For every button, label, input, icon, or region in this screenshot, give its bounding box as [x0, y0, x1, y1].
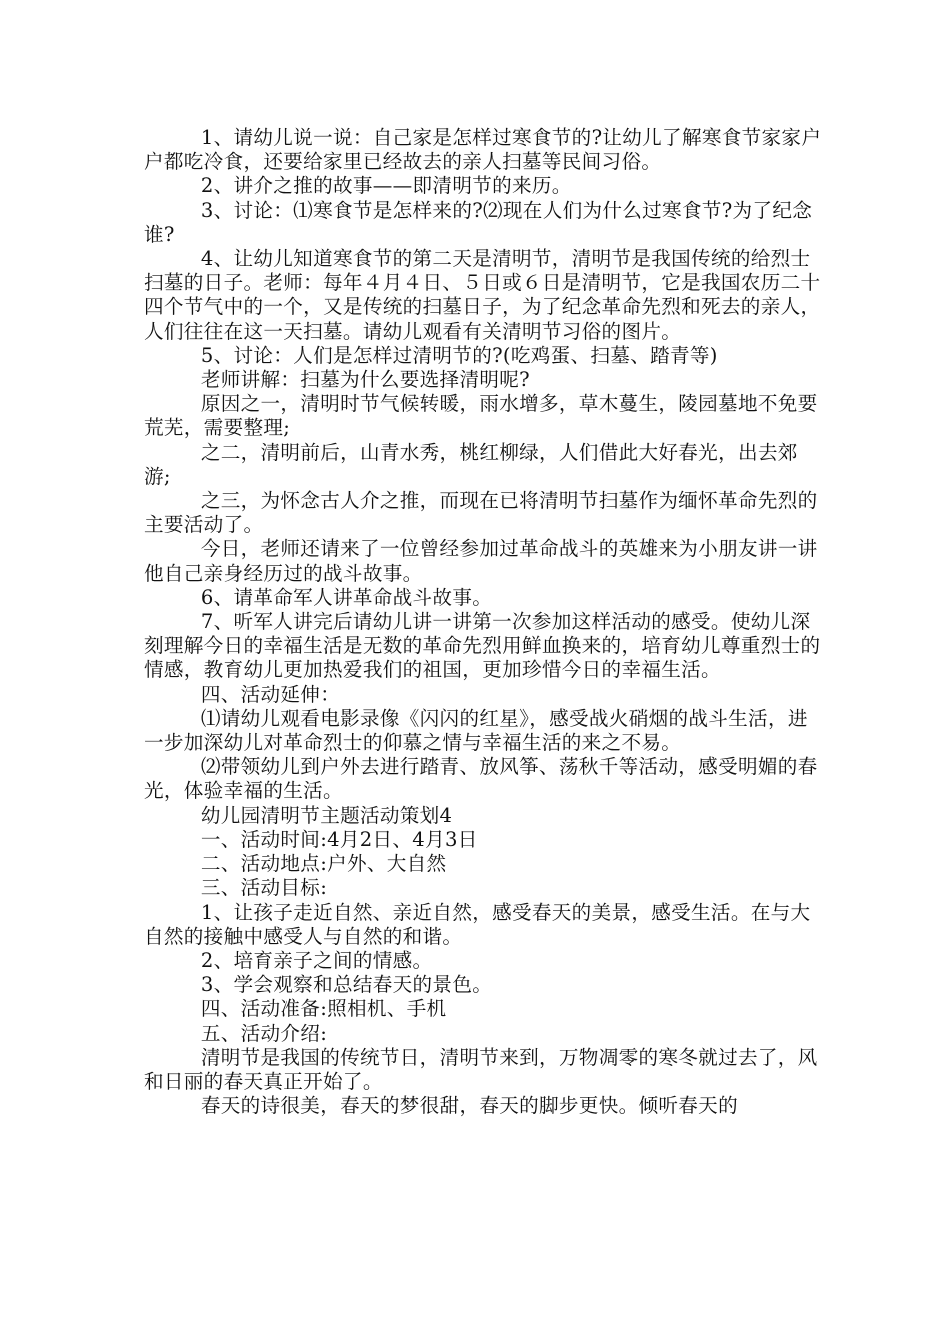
- activity-intro-heading: 五、活动介绍:: [200, 1021, 328, 1045]
- paragraph-9: 之三，为怀念古人介之推，而现在已将清明节扫墓作为缅怀革命先烈的主要活动了。: [144, 489, 818, 537]
- paragraph-10: 今日，老师还请来了一位曾经参加过革命战斗的英雄来为小朋友讲一讲他自己亲身经历过的战斗故事。: [144, 537, 818, 585]
- paragraph-4: 4、让幼儿知道寒食节的第二天是清明节，清明节是我国传统的给烈士扫墓的日子。老师：每年４月４日、５日或６日是清明节，它是我国农历二十四个节气中的一个，又是传统的扫墓日子，为了纪念革命先烈和死去的亲人，人们往往在这一天扫墓。请幼儿观看有关清明节习俗的图片。: [144, 247, 821, 343]
- activity-goals-heading: 三、活动目标:: [200, 876, 328, 900]
- paragraph-11: 6、请革命军人讲革命战斗故事。: [200, 585, 493, 609]
- section-heading-extension: 四、活动延伸：: [200, 682, 341, 706]
- paragraph-15: ⑵带领幼儿到户外去进行踏青、放风筝、荡秋千等活动，感受明媚的春光，体验幸福的生活。: [144, 755, 818, 803]
- goal-1: 1、让孩子走近自然、亲近自然，感受春天的美景，感受生活。在与大自然的接触中感受人与自然的和谐。: [144, 900, 811, 948]
- paragraph-25: 清明节是我国的传统节日，清明节来到，万物凋零的寒冬就过去了，风和日丽的春天真正开始了。: [144, 1045, 818, 1093]
- paragraph-6: 老师讲解：扫墓为什么要选择清明呢?: [200, 368, 530, 392]
- paragraph-26: 春天的诗很美，春天的梦很甜，春天的脚步更快。倾听春天的: [200, 1094, 738, 1118]
- section-title: 幼儿园清明节主题活动策划4: [200, 803, 453, 827]
- paragraph-2: 2、讲介之推的故事——即清明节的来历。: [200, 174, 572, 198]
- paragraph-1: 1、请幼儿说一说：自己家是怎样过寒食节的?让幼儿了解寒食节家家户户都吃冷食，还要给家里已经故去的亲人扫墓等民间习俗。: [144, 126, 822, 174]
- paragraph-8: 之二，清明前后，山青水秀，桃红柳绿，人们借此大好春光，出去郊游;: [144, 440, 798, 488]
- paragraph-7: 原因之一，清明时节气候转暖，雨水增多，草木蔓生，陵园墓地不免要荒芜，需要整理;: [144, 392, 818, 440]
- paragraph-5: 5、讨论：人们是怎样过清明节的?(吃鸡蛋、扫墓、踏青等): [200, 343, 718, 367]
- activity-location: 二、活动地点:户外、大自然: [200, 852, 447, 876]
- paragraph-3: 3、讨论：⑴寒食节是怎样来的?⑵现在人们为什么过寒食节?为了纪念谁?: [144, 198, 813, 246]
- paragraph-12: 7、听军人讲完后请幼儿讲一讲第一次参加这样活动的感受。使幼儿深刻理解今日的幸福生活是无数的革命先烈用鲜血换来的，培育幼儿尊重烈士的情感，教育幼儿更加热爱我们的祖国，更加珍惜今日的幸福生活。: [144, 610, 821, 682]
- goal-3: 3、学会观察和总结春天的景色。: [200, 973, 493, 997]
- activity-preparation: 四、活动准备:照相机、手机: [200, 997, 447, 1021]
- activity-time: 一、活动时间:4月2日、4月3日: [200, 827, 478, 851]
- paragraph-14: ⑴请幼儿观看电影录像《闪闪的红星》，感受战火硝烟的战斗生活，进一步加深幼儿对革命烈士的仰慕之情与幸福生活的来之不易。: [144, 706, 808, 755]
- goal-2: 2、培育亲子之间的情感。: [200, 948, 433, 972]
- document-body: [144, 126, 824, 1118]
